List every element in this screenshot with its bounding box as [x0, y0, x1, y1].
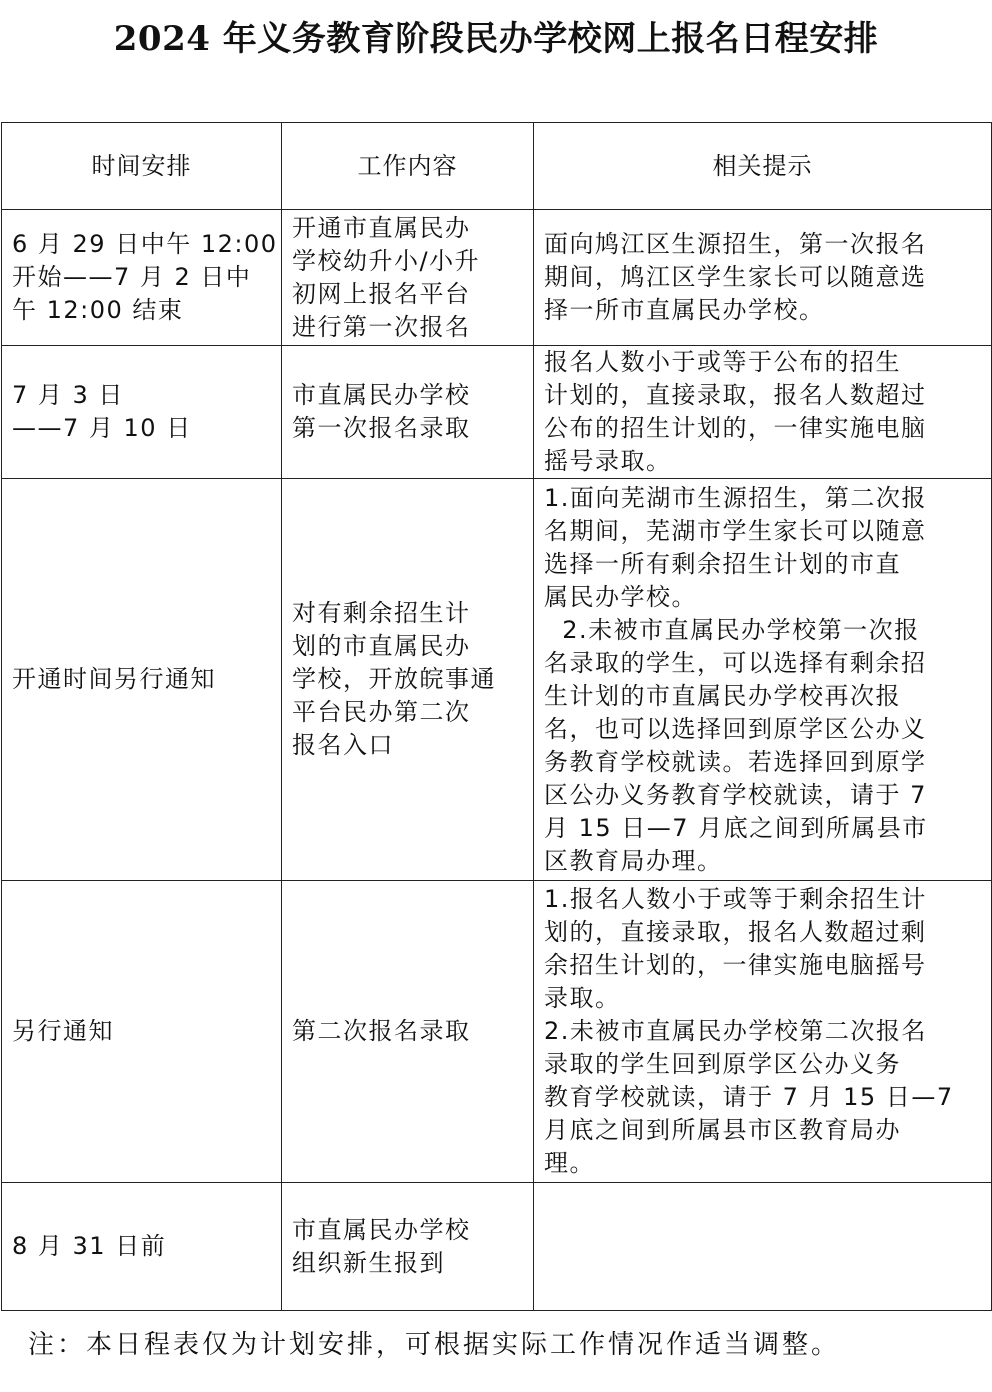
- cell-line: 录取的学生回到原学区公办义务: [544, 1050, 901, 1078]
- cell-line: 录取。: [544, 984, 621, 1012]
- cell-line: 报名入口: [292, 731, 394, 759]
- work-cell: [282, 346, 534, 479]
- table-row: [2, 881, 992, 1183]
- tips-cell: [534, 210, 992, 346]
- cell-line: 划的市直属民办: [292, 632, 471, 660]
- cell-line: 期间，鸠江区学生家长可以随意选: [544, 263, 927, 291]
- cell-line: 面向鸠江区生源招生，第一次报名: [544, 230, 927, 258]
- time-cell: [2, 346, 282, 479]
- time-cell: [2, 881, 282, 1183]
- cell-line: 学校，开放皖事通: [292, 665, 496, 693]
- footnote: 注：本日程表仅为计划安排，可根据实际工作情况作适当调整。: [28, 1330, 841, 1360]
- cell-line: 7 月 3 日: [12, 381, 124, 409]
- cell-line: 1.面向芜湖市生源招生，第二次报: [544, 483, 927, 512]
- cell-line: 余招生计划的，一律实施电脑摇号: [544, 951, 927, 979]
- table-row: [2, 346, 992, 479]
- table-row: [2, 1183, 992, 1311]
- work-cell: [282, 881, 534, 1183]
- table-row: [2, 210, 992, 346]
- cell-line: 另行通知: [12, 1017, 114, 1045]
- cell-line: 划的，直接录取，报名人数超过剩: [544, 918, 927, 946]
- schedule-table: [1, 122, 992, 1311]
- cell-line: 8 月 31 日前: [12, 1232, 167, 1260]
- time-cell: [2, 1183, 282, 1311]
- cell-line: 平台民办第二次: [292, 698, 471, 726]
- cell-line: 名期间，芜湖市学生家长可以随意: [544, 516, 927, 545]
- cell-line: 6 月 29 日中午 12:00: [12, 230, 278, 258]
- header-work: 工作内容: [282, 123, 534, 210]
- cell-line: 进行第一次报名: [292, 312, 471, 341]
- cell-line: 计划的，直接录取，报名人数超过: [544, 381, 927, 409]
- cell-line: 2.未被市直属民办学校第二次报名: [544, 1017, 927, 1045]
- cell-line: 对有剩余招生计: [292, 599, 471, 627]
- cell-line: 摇号录取。: [544, 447, 672, 475]
- cell-line: 报名人数小于或等于公布的招生: [544, 348, 901, 376]
- header-tips: 相关提示: [534, 123, 992, 210]
- cell-line: 市直属民办学校: [292, 381, 471, 409]
- cell-line: 理。: [544, 1149, 595, 1177]
- cell-line: 区教育局办理。: [544, 846, 723, 875]
- cell-line: 公布的招生计划的，一律实施电脑: [544, 414, 927, 442]
- work-cell: [282, 1183, 534, 1311]
- cell-line: 属民办学校。: [544, 582, 697, 611]
- cell-line: 2.未被市直属民办学校第一次报: [544, 615, 920, 644]
- header-time: 时间安排: [2, 123, 282, 210]
- time-cell: [2, 210, 282, 346]
- tips-cell: [534, 881, 992, 1183]
- cell-line: 第二次报名录取: [292, 1017, 471, 1045]
- cell-line: 区公办义务教育学校就读，请于 7: [544, 780, 927, 809]
- cell-line: 组织新生报到: [292, 1248, 445, 1277]
- cell-line: ——7 月 10 日: [12, 414, 192, 442]
- tips-cell: [534, 346, 992, 479]
- cell-line: 选择一所有剩余招生计划的市直: [544, 549, 901, 578]
- tips-cell: [534, 1183, 992, 1311]
- page-title: 2024 年义务教育阶段民办学校网上报名日程安排: [113, 19, 879, 59]
- tips-cell: [534, 479, 992, 881]
- cell-line: 教育学校就读，请于 7 月 15 日—7: [544, 1083, 954, 1111]
- cell-line: 择一所市直属民办学校。: [544, 296, 825, 324]
- cell-line: 名录取的学生，可以选择有剩余招: [544, 648, 927, 677]
- work-cell: [282, 479, 534, 881]
- cell-line: 午 12:00 结束: [12, 296, 184, 324]
- cell-line: 第一次报名录取: [292, 414, 471, 442]
- cell-line: 1.报名人数小于或等于剩余招生计: [544, 885, 927, 913]
- table-row: [2, 479, 992, 881]
- cell-line: 开通时间另行通知: [12, 665, 216, 693]
- cell-line: 月底之间到所属县市区教育局办: [544, 1116, 901, 1144]
- cell-line: 市直属民办学校: [292, 1215, 471, 1244]
- cell-line: 生计划的市直属民办学校再次报: [544, 681, 901, 710]
- cell-line: 名，也可以选择回到原学区公办义: [544, 714, 927, 743]
- cell-line: 务教育学校就读。若选择回到原学: [544, 747, 927, 776]
- cell-line: 开通市直属民办: [292, 213, 471, 242]
- cell-line: 月 15 日—7 月底之间到所属县市: [544, 813, 928, 842]
- cell-line: 初网上报名平台: [292, 279, 471, 308]
- cell-line: 学校幼升小/小升: [292, 246, 481, 275]
- table-header-row: [2, 123, 992, 210]
- time-cell: [2, 479, 282, 881]
- cell-line: 开始——7 月 2 日中: [12, 263, 252, 291]
- work-cell: [282, 210, 534, 346]
